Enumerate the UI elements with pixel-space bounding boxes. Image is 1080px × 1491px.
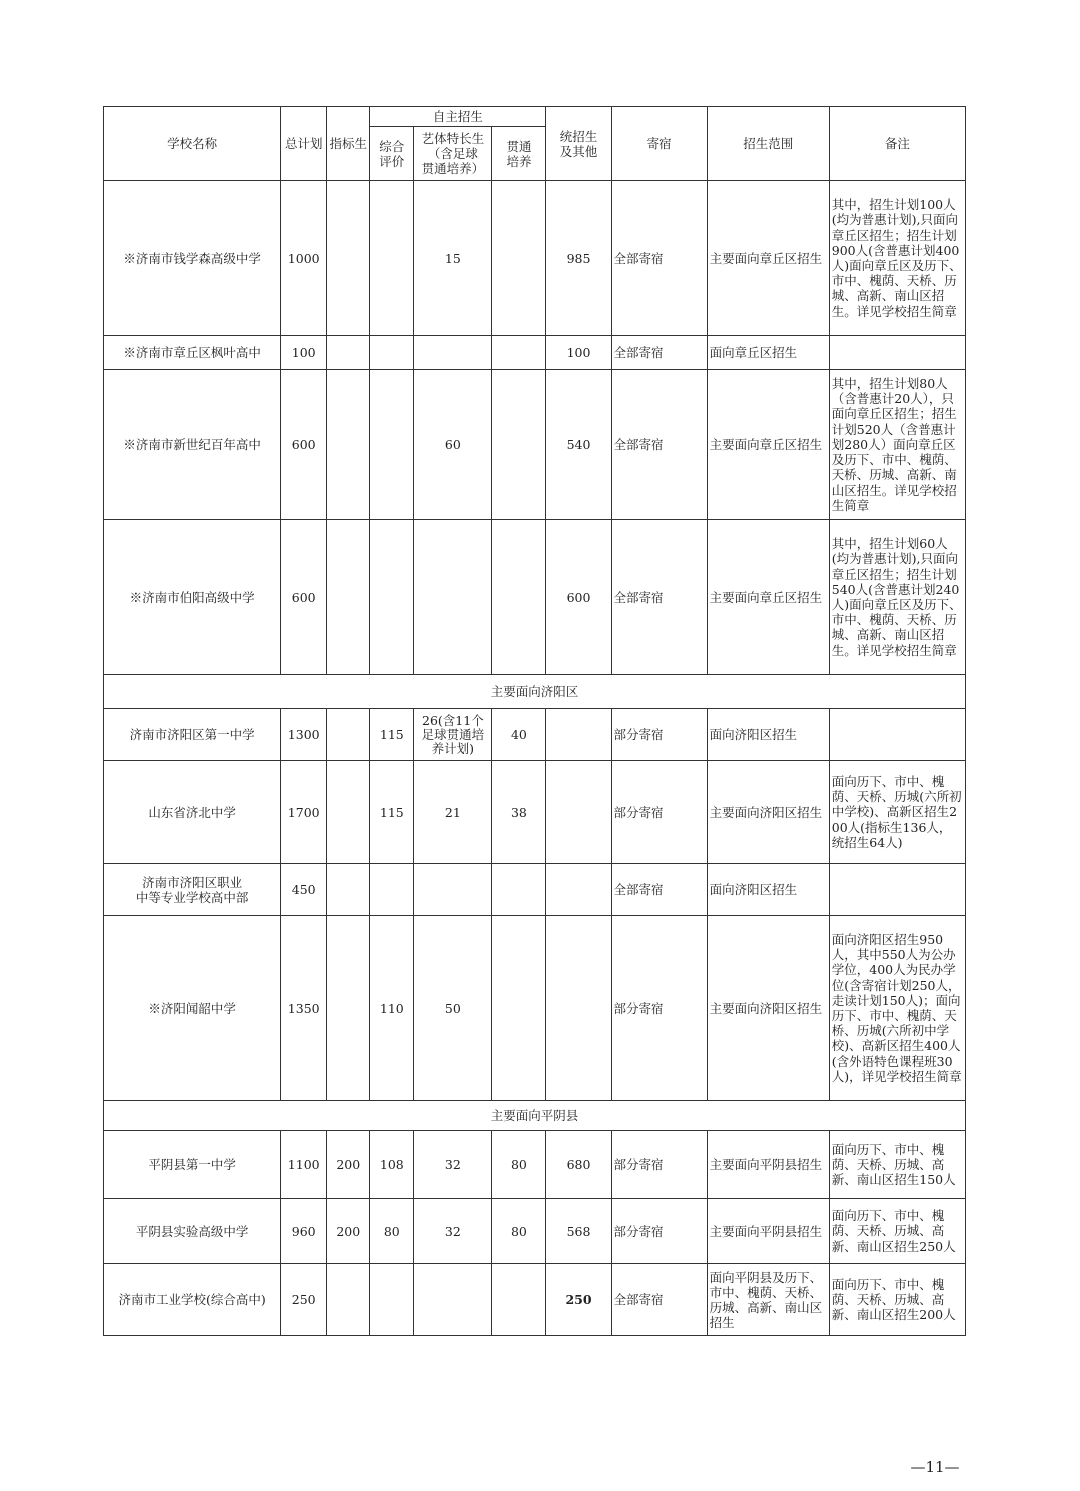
- school-name: ※济阳闻韶中学: [104, 916, 281, 1101]
- remarks: 面向历下、市中、槐荫、天桥、历城、高新、南山区招生250人: [829, 1199, 965, 1264]
- table-row: [104, 761, 966, 864]
- arts-sports: 32: [414, 1199, 492, 1264]
- unified: 680: [546, 1131, 611, 1199]
- total-plan: 1100: [281, 1131, 327, 1199]
- remarks: 其中，招生计划60人(均为普惠计划),只面向章丘区招生；招生计划540人(含普惠计划240人)面向章丘区及历下、市中、槐荫、天桥、历城、高新、南山区招生。详见学校招生简章: [829, 520, 965, 675]
- total-plan: 960: [281, 1199, 327, 1264]
- header-boarding: 寄宿: [611, 107, 707, 181]
- table-row: [104, 1199, 966, 1264]
- quota: [327, 181, 370, 336]
- total-plan: 1000: [281, 181, 327, 336]
- boarding: 部分寄宿: [611, 916, 707, 1101]
- total-plan: 1300: [281, 709, 327, 761]
- quota: [327, 520, 370, 675]
- remarks: [829, 864, 965, 916]
- scope: 主要面向章丘区招生: [707, 370, 829, 520]
- table-row: [104, 916, 966, 1101]
- header-arts-sports-text: 艺体特长生 （含足球 贯通培养）: [421, 131, 485, 176]
- page-number: —11—: [910, 1458, 960, 1476]
- unified: [546, 916, 611, 1101]
- boarding: 全部寄宿: [611, 1264, 707, 1336]
- unified: [546, 709, 611, 761]
- header-comprehensive-text: 综合 评价: [379, 138, 405, 169]
- header-through-training-text: 贯通 培养: [506, 138, 532, 169]
- remarks: 面向历下、市中、槐荫、天桥、历城、高新、南山区招生200人: [829, 1264, 965, 1336]
- comprehensive: 110: [370, 916, 414, 1101]
- boarding: 部分寄宿: [611, 1199, 707, 1264]
- arts-sports: 50: [414, 916, 492, 1101]
- comprehensive: [370, 370, 414, 520]
- total-plan: 1700: [281, 761, 327, 864]
- school-name: 平阴县实验高级中学: [104, 1199, 281, 1264]
- quota: [327, 864, 370, 916]
- section-title-pingyin: 主要面向平阴县: [104, 1101, 966, 1131]
- arts-sports: 21: [414, 761, 492, 864]
- section-row-pingyin: [104, 1101, 966, 1131]
- total-plan: 600: [281, 520, 327, 675]
- quota: [327, 1264, 370, 1336]
- table-row: [104, 336, 966, 370]
- scope: 面向济阳区招生: [707, 864, 829, 916]
- through-training: 40: [492, 709, 546, 761]
- remarks: 面向历下、市中、槐荫、天桥、历城、高新、南山区招生150人: [829, 1131, 965, 1199]
- header-comprehensive: [370, 127, 414, 181]
- through-training: [492, 336, 546, 370]
- arts-sports: [414, 520, 492, 675]
- unified: 100: [546, 336, 611, 370]
- comprehensive: [370, 864, 414, 916]
- arts-sports: 32: [414, 1131, 492, 1199]
- arts-sports: [414, 1264, 492, 1336]
- through-training: 80: [492, 1199, 546, 1264]
- scope: 主要面向章丘区招生: [707, 181, 829, 336]
- comprehensive: [370, 1264, 414, 1336]
- scope: 面向平阴县及历下、市中、槐荫、天桥、历城、高新、南山区招生: [707, 1264, 829, 1336]
- quota: [327, 761, 370, 864]
- header-remarks: 备注: [829, 107, 965, 181]
- section-title-jiyang: 主要面向济阳区: [104, 675, 966, 709]
- unified: [546, 761, 611, 864]
- school-name: ※济南市新世纪百年高中: [104, 370, 281, 520]
- admission-plan-table: [103, 106, 966, 1336]
- comprehensive: 80: [370, 1199, 414, 1264]
- arts-sports: [414, 864, 492, 916]
- header-self-enroll: 自主招生: [370, 107, 546, 127]
- table-row: [104, 1264, 966, 1336]
- boarding: 部分寄宿: [611, 761, 707, 864]
- table-row: [104, 709, 966, 761]
- arts-sports: 60: [414, 370, 492, 520]
- unified: 600: [546, 520, 611, 675]
- school-name: ※济南市伯阳高级中学: [104, 520, 281, 675]
- through-training: [492, 520, 546, 675]
- school-name: ※济南市章丘区枫叶高中: [104, 336, 281, 370]
- school-name: ※济南市钱学森高级中学: [104, 181, 281, 336]
- comprehensive: [370, 336, 414, 370]
- header-unified: [546, 107, 611, 181]
- header-total-plan: 总计划: [281, 107, 327, 181]
- section-row-jiyang: [104, 675, 966, 709]
- header-scope: 招生范围: [707, 107, 829, 181]
- total-plan: 100: [281, 336, 327, 370]
- scope: 主要面向济阳区招生: [707, 761, 829, 864]
- scope: 面向章丘区招生: [707, 336, 829, 370]
- boarding: 全部寄宿: [611, 370, 707, 520]
- comprehensive: [370, 520, 414, 675]
- total-plan: 250: [281, 1264, 327, 1336]
- header-arts-sports: [414, 127, 492, 181]
- unified: 568: [546, 1199, 611, 1264]
- comprehensive: 115: [370, 761, 414, 864]
- remarks: [829, 336, 965, 370]
- total-plan: 600: [281, 370, 327, 520]
- table-header-row: [104, 107, 966, 127]
- comprehensive: 108: [370, 1131, 414, 1199]
- through-training: [492, 370, 546, 520]
- scope: 面向济阳区招生: [707, 709, 829, 761]
- arts-sports: 15: [414, 181, 492, 336]
- through-training: [492, 864, 546, 916]
- header-school-name: 学校名称: [104, 107, 281, 181]
- school-name: [104, 864, 281, 916]
- unified: 985: [546, 181, 611, 336]
- boarding: 全部寄宿: [611, 864, 707, 916]
- header-unified-text: 统招生 及其他: [559, 128, 598, 159]
- total-plan: 1350: [281, 916, 327, 1101]
- header-through-training: [492, 127, 546, 181]
- table-row: [104, 520, 966, 675]
- unified: 540: [546, 370, 611, 520]
- boarding: 全部寄宿: [611, 336, 707, 370]
- scope: 主要面向济阳区招生: [707, 916, 829, 1101]
- table-row: [104, 370, 966, 520]
- school-name: 山东省济北中学: [104, 761, 281, 864]
- through-training: [492, 1264, 546, 1336]
- school-name: 济南市济阳区第一中学: [104, 709, 281, 761]
- unified: 250: [546, 1264, 611, 1336]
- through-training: [492, 916, 546, 1101]
- unified: [546, 864, 611, 916]
- boarding: 部分寄宿: [611, 709, 707, 761]
- quota: 200: [327, 1199, 370, 1264]
- quota: 200: [327, 1131, 370, 1199]
- remarks: 面向历下、市中、槐荫、天桥、历城(六所初中学校)、高新区招生200人(指标生136人，统招生64人): [829, 761, 965, 864]
- table-row: [104, 864, 966, 916]
- through-training: 80: [492, 1131, 546, 1199]
- total-plan: 450: [281, 864, 327, 916]
- boarding: 全部寄宿: [611, 181, 707, 336]
- arts-sports: 26(含11个足球贯通培养计划): [414, 709, 492, 761]
- quota: [327, 336, 370, 370]
- school-name: 平阴县第一中学: [104, 1131, 281, 1199]
- scope: 主要面向平阴县招生: [707, 1131, 829, 1199]
- remarks: [829, 709, 965, 761]
- comprehensive: 115: [370, 709, 414, 761]
- header-quota: 指标生: [327, 107, 370, 181]
- through-training: 38: [492, 761, 546, 864]
- through-training: [492, 181, 546, 336]
- table-row: [104, 1131, 966, 1199]
- scope: 主要面向平阴县招生: [707, 1199, 829, 1264]
- remarks: 其中，招生计划80人（含普惠计20人），只面向章丘区招生；招生计划520人（含普惠计划280人）面向章丘区及历下、市中、槐荫、天桥、历城、高新、南山区招生。详见学校招生简章: [829, 370, 965, 520]
- remarks: 面向济阳区招生950人，其中550人为公办学位，400人为民办学位(含寄宿计划250人，走读计划150人)；面向历下、市中、槐荫、天桥、历城(六所初中学校)、高新区招生400人(含外语特色课程班30人)，详见学校招生简章: [829, 916, 965, 1101]
- quota: [327, 370, 370, 520]
- table-row: [104, 181, 966, 336]
- quota: [327, 709, 370, 761]
- quota: [327, 916, 370, 1101]
- scope: 主要面向章丘区招生: [707, 520, 829, 675]
- boarding: 部分寄宿: [611, 1131, 707, 1199]
- comprehensive: [370, 181, 414, 336]
- school-name-text: 济南市济阳区职业 中等专业学校高中部: [135, 874, 249, 905]
- school-name: 济南市工业学校(综合高中): [104, 1264, 281, 1336]
- remarks: 其中，招生计划100人(均为普惠计划),只面向章丘区招生；招生计划900人(含普惠计划400人)面向章丘区及历下、市中、槐荫、天桥、历城、高新、南山区招生。详见学校招生简章: [829, 181, 965, 336]
- boarding: 全部寄宿: [611, 520, 707, 675]
- arts-sports: [414, 336, 492, 370]
